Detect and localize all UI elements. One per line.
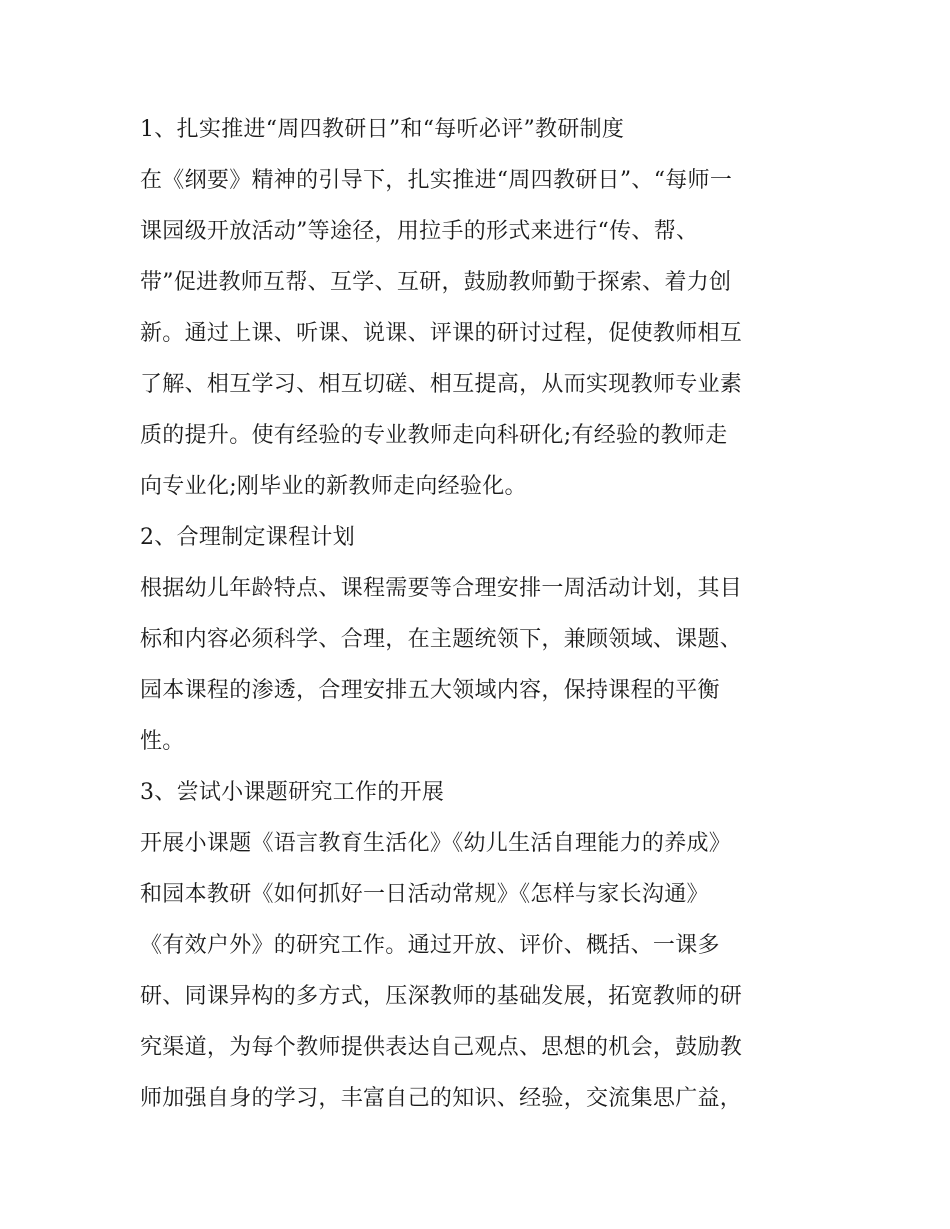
paragraph-line: 园本课程的渗透，合理安排五大领域内容，保持课程的平衡 — [140, 678, 720, 703]
paragraph-line: 根据幼儿年龄特点、课程需要等合理安排一周活动计划，其目 — [140, 576, 743, 601]
paragraph-line: 新。通过上课、听课、说课、评课的研讨过程，促使教师相互 — [140, 321, 743, 346]
document-body — [140, 104, 820, 1124]
paragraph-line: 在《纲要》精神的引导下，扎实推进“周四教研日”、“每师一 — [140, 168, 733, 193]
paragraph-line: 带”促进教师互帮、互学、互研，鼓励教师勤于探索、着力创 — [140, 270, 732, 295]
paragraph-line: 了解、相互学习、相互切磋、相互提高，从而实现教师专业素 — [140, 372, 743, 397]
paragraph-line: 究渠道，为每个教师提供表达自己观点、思想的机会，鼓励教 — [140, 1035, 743, 1060]
paragraph-line: 课园级开放活动”等途径，用拉手的形式来进行“传、帮、 — [140, 219, 699, 244]
paragraph-line: 研、同课异构的多方式，压深教师的基础发展，拓宽教师的研 — [140, 984, 743, 1009]
paragraph-line: 《有效户外》的研究工作。通过开放、评价、概括、一课多 — [140, 933, 720, 958]
paragraph-line: 开展小课题《语言教育生活化》《幼儿生活自理能力的养成》 — [140, 831, 732, 856]
section-2-heading: 2、合理制定课程计划 — [140, 525, 355, 550]
paragraph-line: 和园本教研《如何抓好一日活动常规》《怎样与家长沟通》 — [140, 882, 709, 907]
section-3-heading: 3、尝试小课题研究工作的开展 — [140, 780, 445, 805]
paragraph-line: 向专业化;刚毕业的新教师走向经验化。 — [140, 474, 527, 499]
paragraph-line: 标和内容必须科学、合理，在主题统领下，兼顾领域、课题、 — [140, 627, 743, 652]
paragraph-line: 性。 — [140, 729, 185, 754]
section-1-heading: 1、扎实推进“周四教研日”和“每听必评”教研制度 — [140, 117, 625, 142]
paragraph-line: 质的提升。使有经验的专业教师走向科研化;有经验的教师走 — [140, 423, 728, 448]
paragraph-line: 师加强自身的学习，丰富自己的知识、经验，交流集思广益， — [140, 1086, 743, 1111]
